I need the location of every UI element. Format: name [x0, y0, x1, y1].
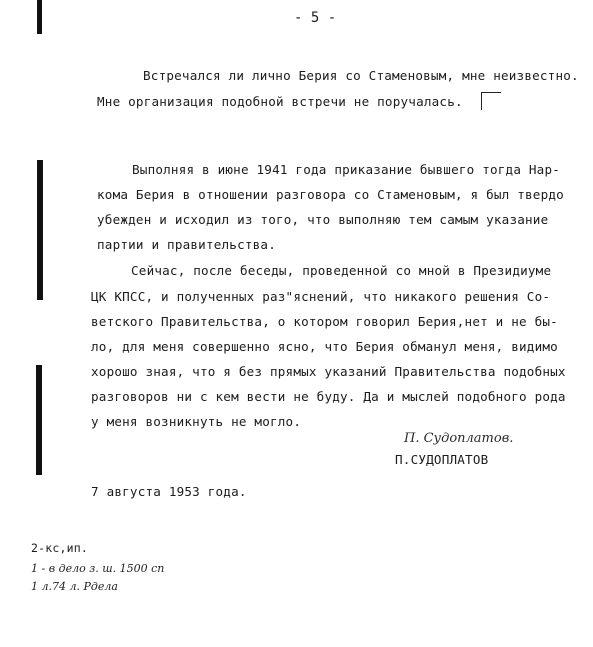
- left-edge-bar-top: [37, 0, 42, 34]
- text-line: Встречался ли лично Берия со Стаменовым, мне неизвестно.: [143, 68, 579, 83]
- text-line: разговоров ни с кем вести не буду. Да и мыслей подобного рода: [91, 389, 566, 404]
- text-line: кома Берия в отношении разговора со Стаменовым, я был твердо: [97, 187, 564, 202]
- text-line: у меня возникнуть не могло.: [91, 414, 302, 429]
- text-line: хорошо зная, что я без прямых указаний Правительства подобных: [91, 364, 566, 379]
- text-line: убежден и исходил из того, что выполняю тем самым указание: [97, 212, 549, 227]
- handwritten-note: 1 - в дело з. ш. 1500 сп: [31, 562, 165, 575]
- page-number: - 5 -: [294, 10, 337, 26]
- left-edge-bar-middle: [37, 160, 43, 300]
- typed-note: 2-кс,ип.: [31, 541, 88, 555]
- pencil-mark: [481, 92, 482, 110]
- text-line: Сейчас, после беседы, проведенной со мной в Президиуме: [131, 263, 552, 278]
- typed-signature: П.СУДОПЛАТОВ: [395, 452, 489, 467]
- text-line: партии и правительства.: [97, 237, 276, 252]
- pencil-mark: [481, 92, 501, 93]
- text-line: ЦК КПСС, и полученных раз"яснений, что никакого решения Со-: [91, 289, 551, 304]
- handwritten-signature: П. Судоплатов.: [404, 431, 514, 446]
- document-date: 7 августа 1953 года.: [91, 484, 247, 499]
- text-line: Выполняя в июне 1941 года приказание бывшего тогда Нар-: [132, 162, 561, 177]
- left-edge-bar-bottom: [36, 365, 42, 475]
- handwritten-note: 1 л.74 л. Рдела: [31, 580, 118, 593]
- text-line: ло, для меня совершенно ясно, что Берия обманул меня, видимо: [91, 339, 558, 354]
- text-line: Мне организация подобной встречи не поручалась.: [97, 94, 463, 109]
- text-line: ветского Правительства, о котором говорил Берия,нет и не бы-: [91, 314, 558, 329]
